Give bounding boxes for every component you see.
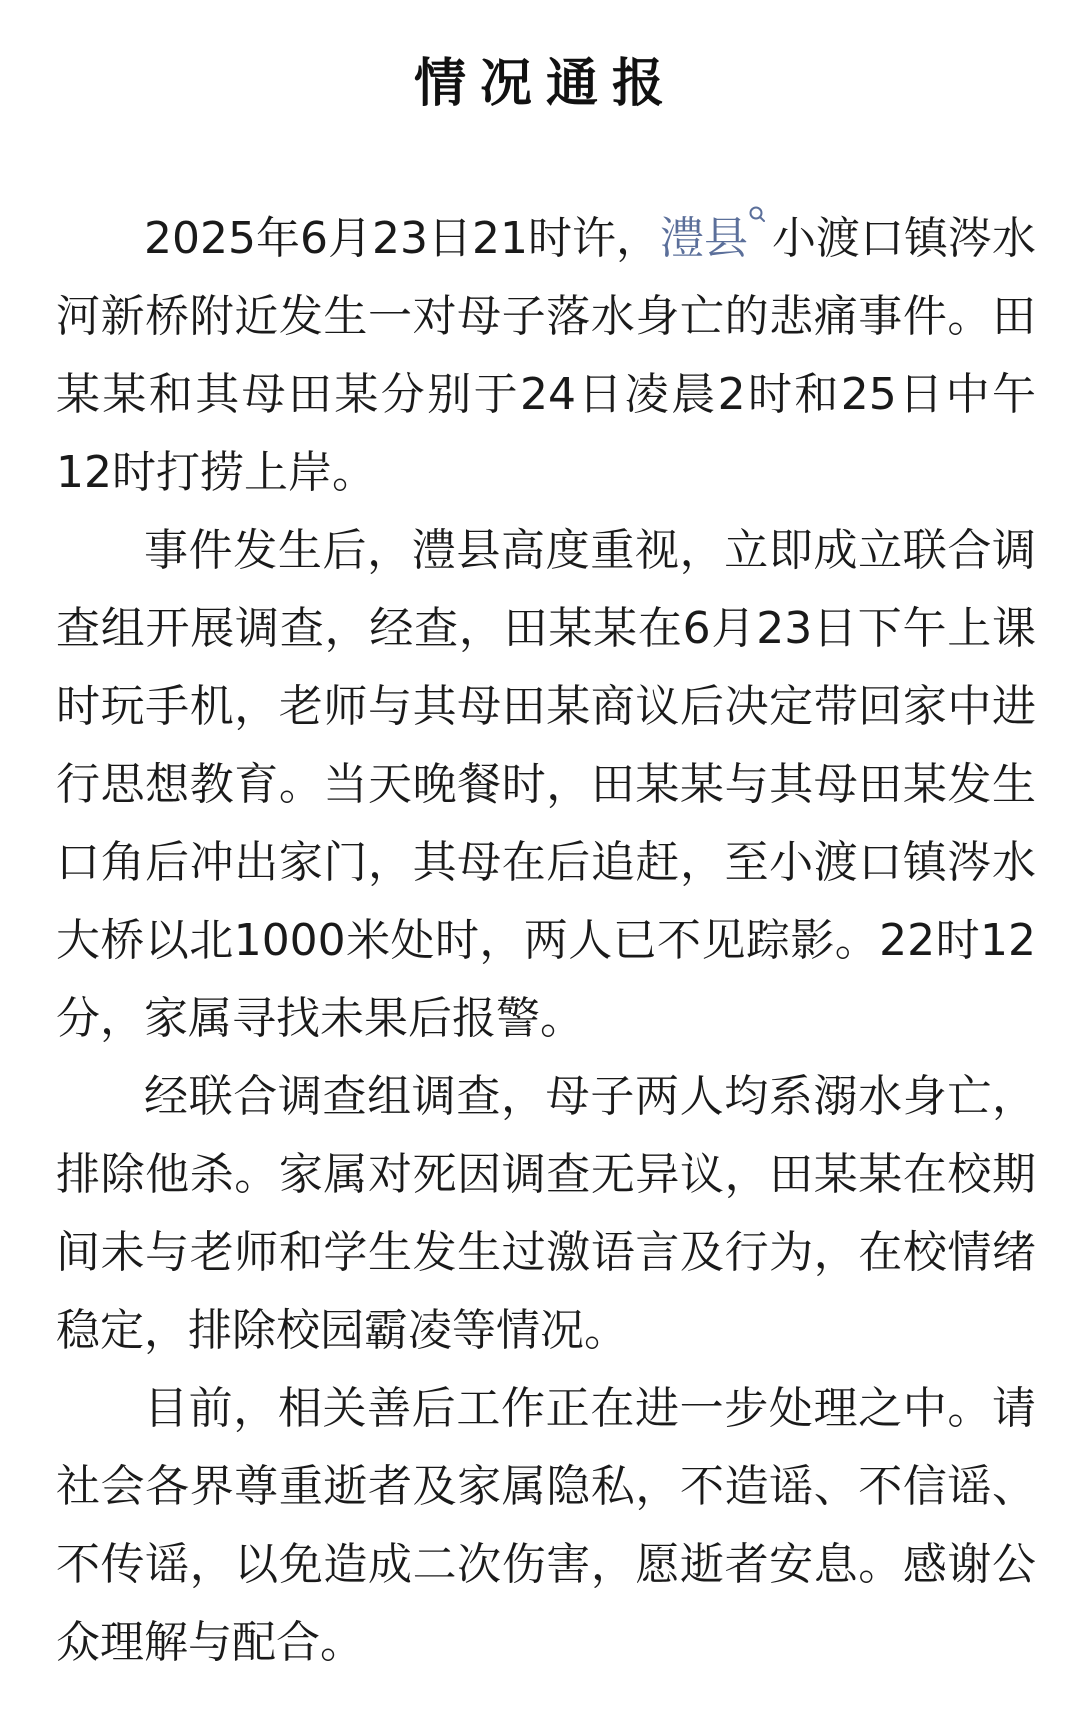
notice-body [56, 200, 1036, 1682]
paragraph-4: 目前，相关善后工作正在进一步处理之中。请社会各界尊重逝者及家属隐私，不造谣、不信谣、不传谣，以免造成二次伤害，愿逝者安息。感谢公众理解与配合。 [56, 1383, 1036, 1668]
search-link-lixian[interactable]: 澧县 [659, 213, 748, 264]
search-icon[interactable] [748, 211, 766, 237]
paragraph-1-text-start: 2025年6月23日21时许， [144, 213, 660, 264]
paragraph-1 [56, 200, 1036, 512]
paragraph-3: 经联合调查组调查，母子两人均系溺水身亡，排除他杀。家属对死因调查无异议，田某某在校期间未与老师和学生发生过激语言及行为，在校情绪稳定，排除校园霸凌等情况。 [56, 1071, 1036, 1356]
page-title: 情况通报 [413, 54, 678, 114]
paragraph-2: 事件发生后，澧县高度重视，立即成立联合调查组开展调查，经查，田某某在6月23日下午上课时玩手机，老师与其母田某商议后决定带回家中进行思想教育。当天晚餐时，田某某与其母田某发生口角后冲出家门，其母在后追赶，至小渡口镇涔水大桥以北1000米处时，两人已不见踪影。22时12分，家属寻找未果后报警。 [56, 525, 1036, 1044]
paragraph-1-text-end: 小渡口镇涔水河新桥附近发生一对母子落水身亡的悲痛事件。田某某和其母田某分别于24日凌晨2时和25日中午12时打捞上岸。 [56, 213, 1037, 498]
